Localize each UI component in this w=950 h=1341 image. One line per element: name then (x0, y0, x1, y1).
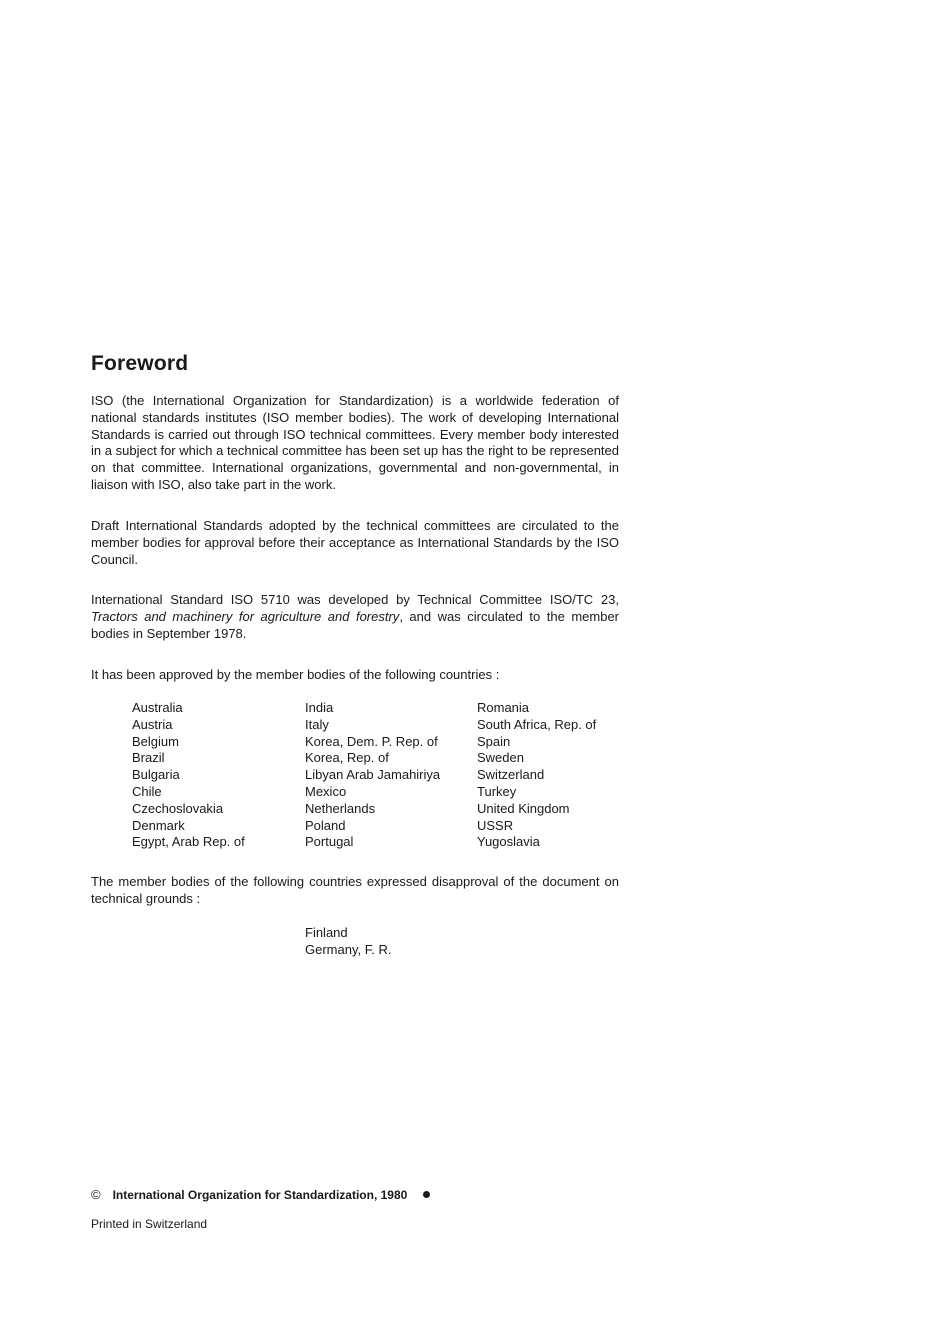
country-item: Yugoslavia (477, 834, 540, 850)
country-item: Libyan Arab Jamahiriya (305, 767, 441, 783)
country-item: Netherlands (305, 800, 376, 816)
country-item: USSR (477, 817, 514, 833)
country-item: Portugal (305, 834, 354, 850)
country-item: Spain (477, 733, 511, 749)
country-item: Finland (305, 925, 348, 940)
country-item: Poland (305, 817, 346, 833)
page-title: Foreword (91, 352, 189, 375)
paragraph-draft-standards: Draft International Standards adopted by the technical committees are circulated to the member bodies for approval before their acceptance as International Standards by the ISO Council. (91, 518, 619, 567)
country-item: Australia (132, 700, 183, 715)
paragraph-standard-text-after: , and was circulated to the member bodies in September 1978. (91, 608, 619, 641)
copyright-text: International Organization for Standardization, 1980 (112, 1187, 408, 1202)
country-item: Germany, F. R. (305, 941, 392, 957)
disapproved-countries-list (305, 925, 391, 959)
country-item: Mexico (305, 783, 347, 799)
country-item: United Kingdom (477, 800, 570, 816)
country-item: Chile (132, 783, 162, 799)
disapproval-intro: The member bodies of the following countries expressed disapproval of the document on technical grounds : (91, 874, 619, 906)
committee-title: Tractors and machinery for agriculture and forestry (91, 608, 400, 624)
paragraph-standard-development (91, 592, 619, 642)
country-item: Egypt, Arab Rep. of (132, 834, 245, 850)
country-item: Switzerland (477, 767, 545, 783)
country-item: Korea, Dem. P. Rep. of (305, 733, 438, 749)
country-item: India (305, 700, 334, 715)
approved-countries-column-1 (132, 700, 245, 851)
approved-countries-column-3 (477, 700, 596, 851)
country-item: Italy (305, 716, 329, 732)
copyright-icon: © (91, 1187, 101, 1202)
country-item: Romania (477, 700, 530, 715)
country-item: Korea, Rep. of (305, 750, 389, 766)
country-item: South Africa, Rep. of (477, 716, 597, 732)
copyright-line (91, 1187, 430, 1202)
paragraph-standard-text-before: International Standard ISO 5710 was developed by Technical Committee ISO/TC 23, (91, 592, 619, 607)
country-item: Austria (132, 716, 173, 732)
country-item: Belgium (132, 733, 179, 749)
country-item: Turkey (477, 783, 517, 799)
country-item: Czechoslovakia (132, 800, 224, 816)
approved-countries-column-2 (305, 700, 440, 851)
approval-intro: It has been approved by the member bodies of the following countries : (91, 667, 500, 682)
country-item: Bulgaria (132, 767, 180, 783)
bullet-dot-icon (423, 1191, 430, 1198)
country-item: Sweden (477, 750, 524, 766)
country-item: Brazil (132, 750, 165, 766)
country-item: Denmark (132, 817, 185, 833)
paragraph-iso-intro: ISO (the International Organization for Standardization) is a worldwide federation of national standards institutes (ISO member bodies). The work of developing International Standards is carried out through ISO technical committees. Every member body interested in a subject for which a technical committee has been set up has the right to be represented on that committee. International organizations, governmental and non-governmental, in liaison with ISO, also take part in the work. (91, 393, 619, 492)
printed-location: Printed in Switzerland (91, 1217, 208, 1231)
